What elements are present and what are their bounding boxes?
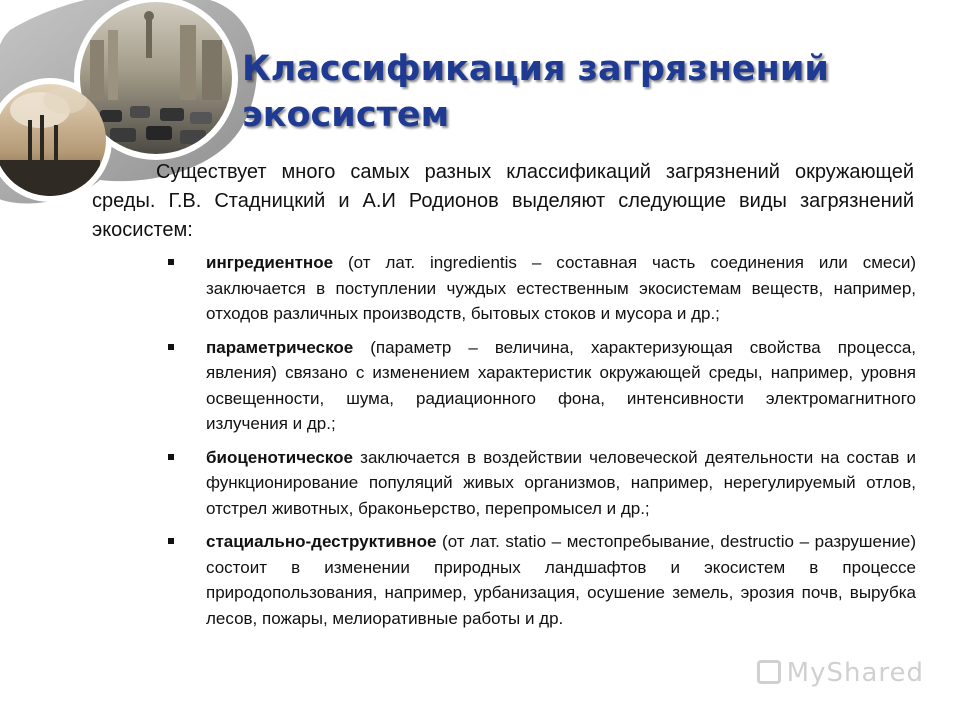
list-item-term: стациально-деструктивное	[206, 532, 437, 551]
bullet-marker	[168, 538, 174, 544]
list-item	[160, 445, 916, 522]
list-item-text: заключается в воздействии человеческой деятельности на состав и функционирование популяций живых организмов, например, нерегулируемый отлов, отстрел животных, браконьерство, перепромысел и др.;	[206, 447, 916, 518]
bullet-marker	[168, 259, 174, 265]
list-item-text: (параметр – величина, характеризующая свойства процесса, явления) связано с изменением характеристик окружающей среды, например, уровня освещенности, шума, радиационного фона, интенсивности электромагнитного излучения и др.;	[206, 337, 916, 433]
list-item-text: (от лат. ingredientis – составная часть соединения или смеси) заключается в поступлении чуждых естественным экосистемам веществ, например, отходов различных производств, бытовых стоков и мусора и др.;	[206, 253, 916, 323]
list-item-text: (от лат. statio – местопребывание, destructio – разрушение) состоит в изменении природных ландшафтов и экосистем в процессе природопользования, например, урбанизация, осушение земель, эрозия почв, вырубка лесов, пожары, мелиоративные работы и др.	[206, 532, 916, 628]
list-item-term: параметрическое	[206, 337, 354, 357]
list-item	[160, 529, 916, 631]
slide-title: Классификация загрязнений экосистем	[242, 49, 829, 135]
list-item-term: ингредиентное	[206, 253, 334, 272]
watermark-logo-icon	[757, 660, 781, 684]
bullet-marker	[168, 344, 174, 350]
watermark	[757, 658, 924, 688]
watermark-text: MyShared	[786, 658, 924, 688]
list-item	[160, 335, 916, 437]
intro-paragraph: Существует много самых разных классификаций загрязнений окружающей среды. Г.В. Стадницкий и А.И Родионов выделяют следующие виды загрязнений экосистем:	[92, 161, 914, 241]
bullet-marker	[168, 454, 174, 460]
list-item	[160, 250, 916, 327]
list-item-term: биоценотическое	[206, 447, 353, 467]
pollution-types-list	[160, 250, 916, 639]
